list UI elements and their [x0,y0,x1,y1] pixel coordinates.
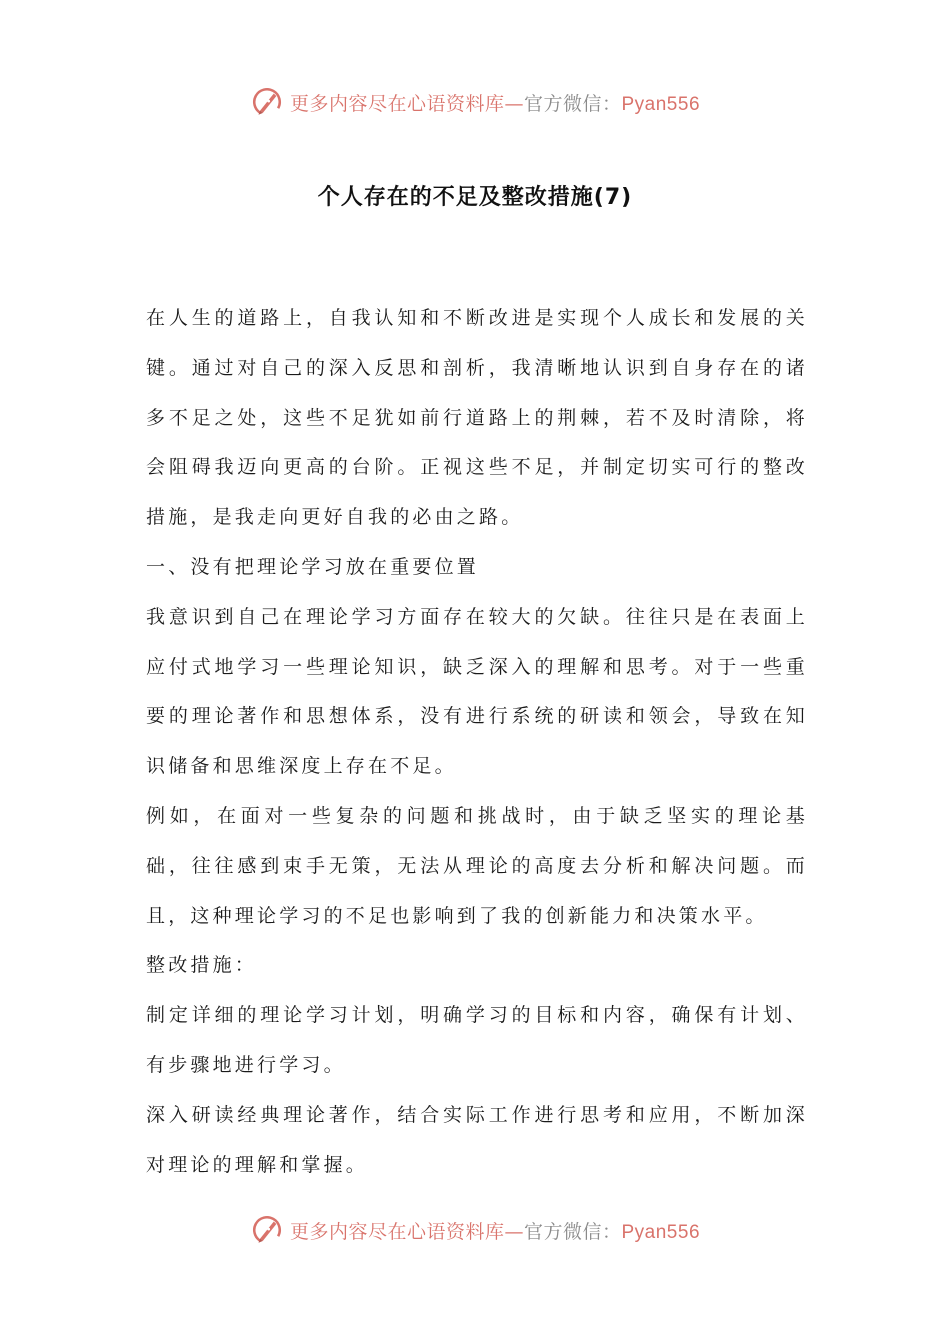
body-paragraph: 我意识到自己在理论学习方面存在较大的欠缺。往往只是在表面上应付式地学习一些理论知识，缺乏深入的理解和思考。对于一些重要的理论著作和思想体系，没有进行系统的研读和领会，导致在知识储备和思维深度上存在不足。 [146,605,808,778]
watermark-wechat-id: Pyan556 [621,93,701,115]
pen-nib-logo-icon [250,85,284,119]
watermark-dash: — [504,92,524,115]
watermark-text [290,1217,700,1244]
measures-heading: 整改措施： [146,954,258,977]
watermark-wechat-label: 官方微信： [523,1220,622,1243]
section-heading: 一、没有把理论学习放在重要位置 [146,555,480,578]
document-body [146,294,808,1190]
body-paragraph: 例如，在面对一些复杂的问题和挑战时，由于缺乏坚实的理论基础，往往感到束手无策，无法从理论的高度去分析和解决问题。而且，这种理论学习的不足也影响到了我的创新能力和决策水平。 [146,804,808,927]
footer-watermark [0,1210,950,1250]
measure-paragraph: 制定详细的理论学习计划，明确学习的目标和内容，确保有计划、有步骤地进行学习。 [146,1004,808,1076]
watermark-site: 更多内容尽在心语资料库 [289,1220,505,1243]
pen-nib-logo-icon [250,1213,284,1247]
watermark-wechat-id: Pyan556 [621,1221,701,1243]
watermark-site: 更多内容尽在心语资料库 [289,92,505,115]
measure-paragraph: 深入研读经典理论著作，结合实际工作进行思考和应用，不断加深对理论的理解和掌握。 [146,1103,808,1176]
document-title: 个人存在的不足及整改措施(7) [317,185,633,210]
watermark-text [290,89,700,116]
intro-paragraph: 在人生的道路上，自我认知和不断改进是实现个人成长和发展的关键。通过对自己的深入反思和剖析，我清晰地认识到自身存在的诸多不足之处，这些不足犹如前行道路上的荆棘，若不及时清除，将会阻碍我迈向更高的台阶。正视这些不足，并制定切实可行的整改措施，是我走向更好自我的必由之路。 [146,307,808,529]
header-watermark [0,82,950,122]
watermark-wechat-label: 官方微信： [523,92,622,115]
watermark-dash: — [504,1220,524,1243]
